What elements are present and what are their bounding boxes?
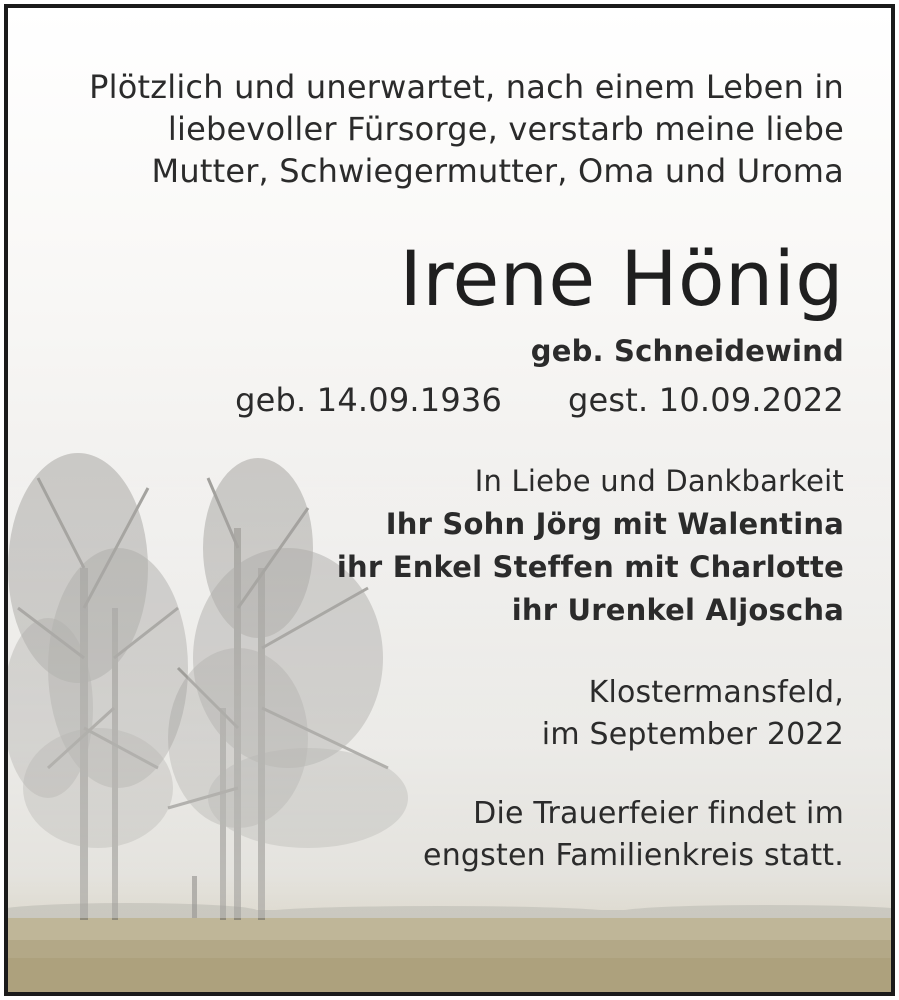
deceased-name: Irene Hönig bbox=[399, 234, 844, 323]
funeral-note bbox=[423, 793, 844, 877]
intro-line: liebevoller Fürsorge, verstarb meine liebe bbox=[167, 110, 844, 148]
closing-phrase: In Liebe und Dankbarkeit bbox=[474, 464, 844, 498]
intro-text bbox=[89, 66, 844, 192]
life-dates bbox=[235, 379, 844, 421]
obituary-card bbox=[4, 4, 895, 996]
place-and-date bbox=[542, 672, 844, 756]
mourner: ihr Enkel Steffen mit Charlotte bbox=[336, 550, 844, 584]
mourner: ihr Urenkel Aljoscha bbox=[511, 593, 844, 627]
mourner: Ihr Sohn Jörg mit Walentina bbox=[385, 507, 844, 541]
intro-line: Mutter, Schwiegermutter, Oma und Uroma bbox=[151, 152, 844, 190]
intro-line: Plötzlich und unerwartet, nach einem Leben in bbox=[89, 68, 844, 106]
maiden-name: geb. Schneidewind bbox=[530, 334, 844, 368]
month-year: im September 2022 bbox=[541, 717, 844, 752]
mourners-list bbox=[337, 503, 844, 632]
place: Klostermansfeld, bbox=[588, 675, 844, 710]
birth-date: geb. 14.09.1936 bbox=[235, 381, 503, 419]
death-date: gest. 10.09.2022 bbox=[568, 381, 844, 419]
funeral-line: Die Trauerfeier findet im bbox=[473, 796, 844, 831]
funeral-line: engsten Familienkreis statt. bbox=[423, 838, 844, 873]
